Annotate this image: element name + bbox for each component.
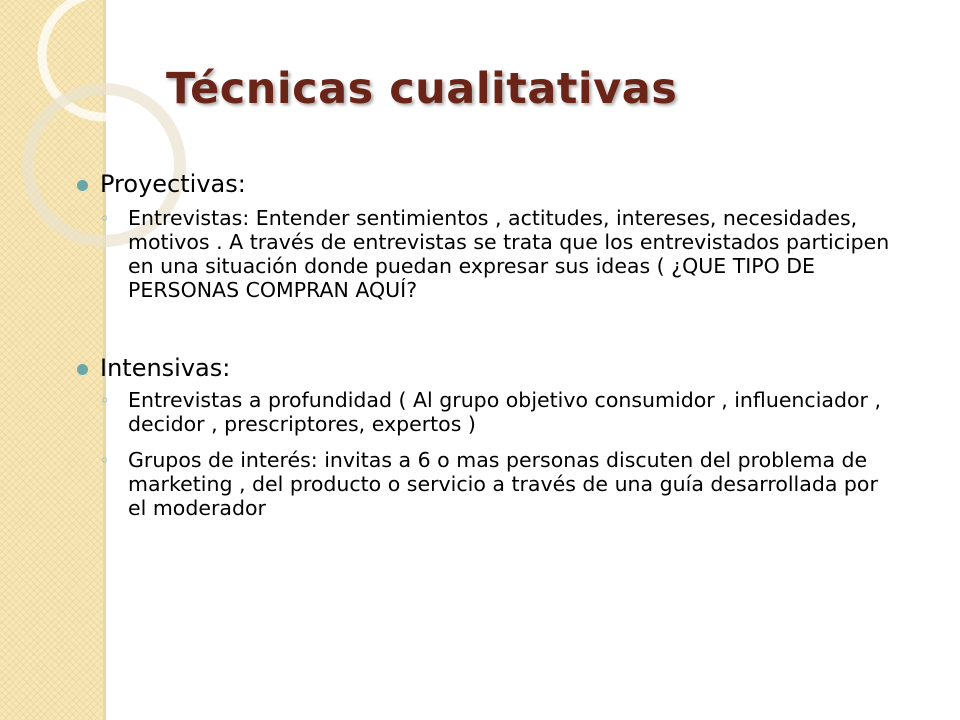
sub-bullet-grupos-interes: [96, 448, 896, 520]
ring-bullet-icon: ◦: [100, 391, 110, 410]
ring-bullet-icon: ◦: [100, 451, 110, 470]
slide-title: Técnicas cualitativas: [166, 64, 678, 114]
bullet-heading: Proyectivas:: [100, 170, 246, 198]
bullet-intensivas: [96, 352, 896, 384]
bullet-dot-icon: [77, 364, 88, 375]
bullet-dot-icon: [77, 180, 88, 191]
sub-bullet-text: Entrevistas: Entender sentimientos , actitudes, intereses, necesidades, motivos . A través de entrevistas se trata que los entrevistados participen en una situación donde puedan expresar sus ideas ( ¿QUE TIPO DE PERSONAS COMPRAN AQUÍ?: [128, 206, 890, 302]
ring-bullet-icon: ◦: [100, 209, 110, 228]
sub-bullet-entrevistas: [96, 206, 896, 302]
sub-bullet-entrevistas-profundidad: [96, 388, 896, 436]
sub-bullet-text: Entrevistas a profundidad ( Al grupo objetivo consumidor , influenciador , decidor , prescriptores, expertos ): [128, 388, 881, 436]
bullet-proyectivas: [96, 168, 896, 200]
bullet-heading: Intensivas:: [100, 354, 231, 382]
sub-bullet-text: Grupos de interés: invitas a 6 o mas personas discuten del problema de marketing , del producto o servicio a través de una guía desarrollada por el moderador: [128, 448, 878, 520]
slide-body: [96, 168, 896, 520]
